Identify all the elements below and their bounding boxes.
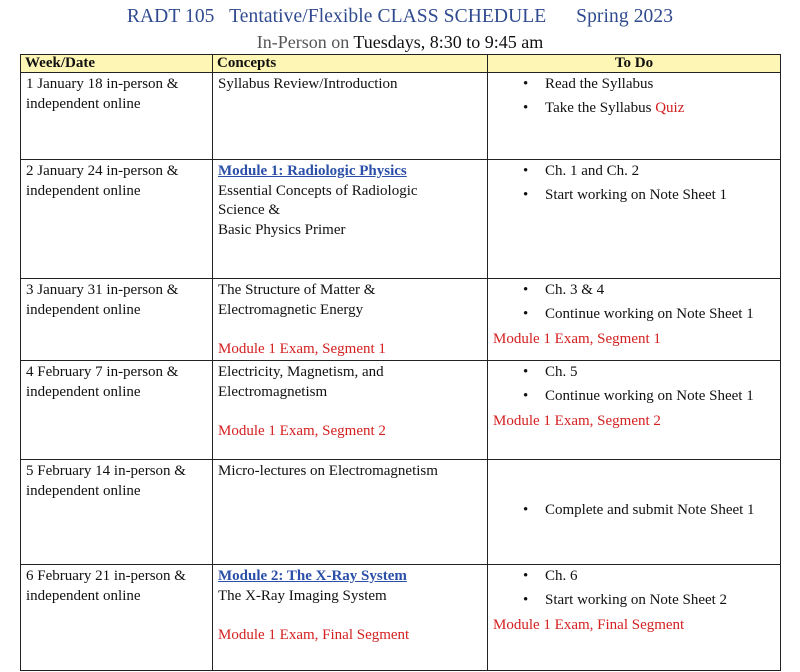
column-header-concepts: Concepts (213, 55, 488, 73)
todo-text: Ch. 5 (545, 364, 578, 380)
todo-item (493, 591, 776, 611)
todo-text: Complete and submit Note Sheet 1 (545, 502, 755, 519)
week-mode: independent online (26, 182, 141, 199)
todo-cell (488, 73, 781, 160)
week-cell (21, 460, 213, 565)
concept-line: Essential Concepts of Radiologic (218, 182, 418, 199)
todo-item (493, 162, 776, 182)
todo-text: Read the Syllabus (545, 76, 654, 92)
todo-text: Ch. 3 & 4 (545, 282, 605, 298)
subtitle-meeting-time: Tuesdays, 8:30 to 9:45 am (353, 32, 544, 52)
todo-item (493, 387, 776, 407)
todo-text: Start working on Note Sheet 2 (545, 591, 728, 608)
todo-list (493, 162, 776, 205)
concept-line: Electromagnetic Energy (218, 301, 364, 318)
todo-cell (488, 460, 781, 565)
week-cell (21, 160, 213, 279)
todo-list (493, 501, 776, 521)
concept-line: The Structure of Matter & (218, 282, 376, 298)
todo-cell (488, 361, 781, 460)
todo-cell (488, 279, 781, 361)
exam-note: Module 1 Exam, Segment 2 (218, 422, 386, 439)
concept-line: Science & (218, 202, 281, 218)
week-mode: independent online (26, 95, 141, 112)
concept-line: Basic Physics Primer (218, 221, 346, 238)
exam-note: Module 1 Exam, Final Segment (218, 626, 410, 643)
exam-note: Module 1 Exam, Segment 1 (218, 340, 386, 357)
schedule-subtitle (0, 32, 800, 53)
schedule-table (20, 54, 781, 671)
week-mode: independent online (26, 301, 141, 318)
header-row (21, 55, 781, 73)
todo-text: Ch. 1 and Ch. 2 (545, 163, 640, 179)
concepts-cell (213, 361, 488, 460)
todo-text: Continue working on Note Sheet 1 (545, 387, 754, 404)
week-mode: independent online (26, 383, 141, 400)
todo-exam-note: Module 1 Exam, Final Segment (493, 617, 685, 633)
week-mode: independent online (26, 587, 141, 604)
todo-cell (488, 565, 781, 671)
table-row (21, 279, 781, 361)
subtitle-prefix: In-Person on (256, 32, 354, 52)
todo-item (493, 501, 776, 521)
todo-item (493, 186, 776, 206)
concepts-cell (213, 160, 488, 279)
week-mode: independent online (26, 482, 141, 499)
module-link[interactable]: Module 2: The X-Ray System (218, 568, 407, 584)
spacer (218, 402, 483, 422)
concept-line: Electromagnetism (218, 383, 328, 400)
week-cell (21, 279, 213, 361)
todo-exam-note: Module 1 Exam, Segment 1 (493, 331, 661, 347)
table-row (21, 565, 781, 671)
todo-item (493, 305, 776, 325)
todo-list (493, 75, 776, 118)
table-row (21, 460, 781, 565)
todo-item (493, 75, 776, 95)
week-date: 3 January 31 in-person & (26, 282, 179, 298)
todo-exam-note: Module 1 Exam, Segment 2 (493, 413, 661, 429)
todo-cell (488, 160, 781, 279)
spacer (218, 606, 483, 626)
concept-line: Electricity, Magnetism, and (218, 364, 384, 380)
concepts-cell (213, 460, 488, 565)
week-date: 1 January 18 in-person & (26, 76, 179, 92)
concept-line: The X-Ray Imaging System (218, 587, 387, 604)
concept-line: Micro-lectures on Electromagnetism (218, 463, 438, 479)
todo-item (493, 567, 776, 587)
concepts-cell (213, 279, 488, 361)
todo-list (493, 281, 776, 324)
concepts-cell (213, 73, 488, 160)
column-header-todo: To Do (488, 55, 781, 73)
column-header-week: Week/Date (21, 55, 213, 73)
concept-line: Syllabus Review/Introduction (218, 76, 398, 92)
todo-list (493, 363, 776, 406)
week-date: 5 February 14 in-person & (26, 463, 186, 479)
todo-item (493, 99, 776, 119)
todo-item (493, 281, 776, 301)
todo-text: Start working on Note Sheet 1 (545, 186, 728, 203)
schedule-title: RADT 105 Tentative/Flexible CLASS SCHEDULE Spring 2023 (126, 6, 674, 27)
table-row (21, 73, 781, 160)
todo-item (493, 363, 776, 383)
quiz-link[interactable]: Quiz (655, 99, 685, 116)
week-cell (21, 73, 213, 160)
module-link[interactable]: Module 1: Radiologic Physics (218, 163, 407, 179)
table-row (21, 160, 781, 279)
week-cell (21, 565, 213, 671)
todo-list (493, 567, 776, 610)
week-date: 6 February 21 in-person & (26, 568, 186, 584)
week-cell (21, 361, 213, 460)
week-date: 4 February 7 in-person & (26, 364, 179, 380)
todo-text: Take the Syllabus (545, 99, 656, 116)
todo-text: Continue working on Note Sheet 1 (545, 305, 754, 322)
concepts-cell (213, 565, 488, 671)
spacer (218, 320, 483, 340)
week-date: 2 January 24 in-person & (26, 163, 179, 179)
todo-text: Ch. 6 (545, 568, 578, 584)
table-row (21, 361, 781, 460)
